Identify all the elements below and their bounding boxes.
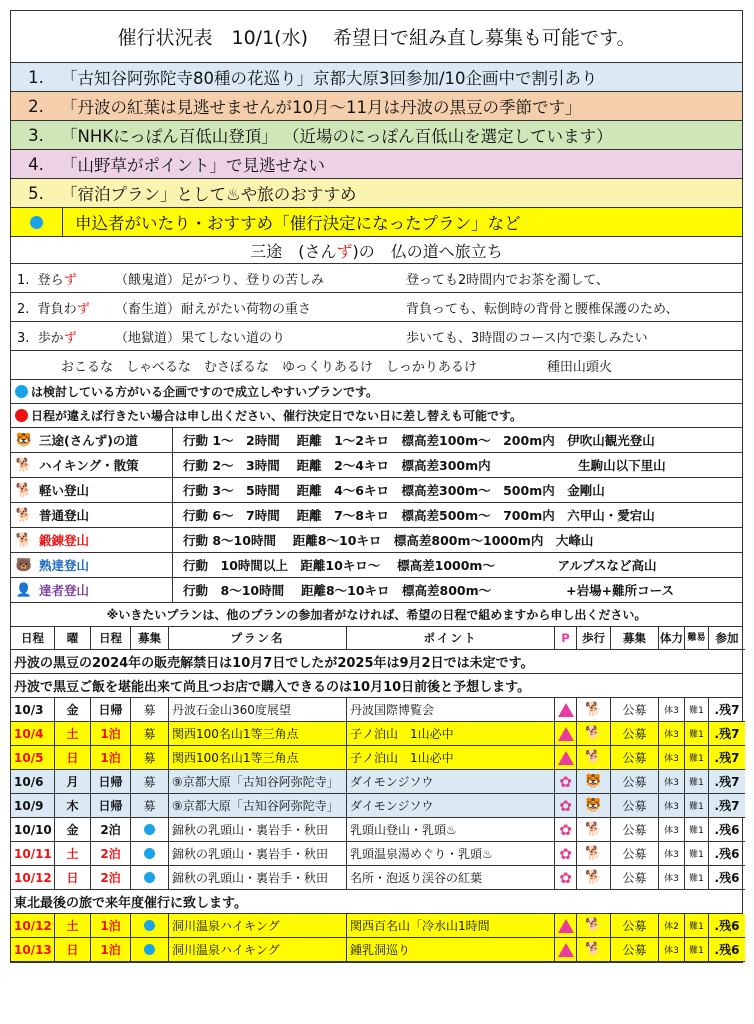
- walk-cell: [577, 842, 611, 866]
- flower-icon: ✿: [559, 868, 572, 887]
- remaining-cell: .残6: [709, 842, 745, 866]
- table-header: [11, 627, 742, 650]
- status-cell: 公募: [611, 938, 659, 962]
- dow-cell: 金: [55, 698, 91, 722]
- plan-name-cell: 丹波石金山360度展望: [169, 698, 347, 722]
- remaining-cell: .残7: [709, 770, 745, 794]
- status-cell: 公募: [611, 746, 659, 770]
- walk-cell: [577, 818, 611, 842]
- date-cell: 10/6: [11, 770, 55, 794]
- recruit-cell: [131, 842, 169, 866]
- dog-icon: 🐕: [585, 846, 602, 861]
- status-cell: 公募: [611, 794, 659, 818]
- blue-dot-icon: [144, 848, 155, 859]
- dow-cell: 月: [55, 770, 91, 794]
- difficulty-cell: 難1: [685, 938, 709, 962]
- status-cell: 公募: [611, 914, 659, 938]
- category-text: 「古知谷阿弥陀寺80種の花巡り」京都大原3回参加/10企画中で割引あり: [61, 69, 598, 88]
- p-mark-cell: [555, 938, 577, 962]
- recruit-cell: [131, 818, 169, 842]
- category-num: 1.: [28, 67, 44, 87]
- category-4: [11, 150, 742, 179]
- dow-cell: 木: [55, 794, 91, 818]
- level-row: 👤 達者登山 行動 8～10時間 距離8～10キロ 標高差800m～ +岩場+難所コース: [11, 578, 742, 603]
- schedule-sheet: [10, 10, 743, 963]
- notice-kuromame-2: 丹波で黒豆ご飯を堪能出来て尚且つお店で購入できるのは10月10日前後と予想します。: [11, 674, 742, 698]
- plan-name-cell: 洞川温泉ハイキング: [169, 914, 347, 938]
- plan-name-cell: 関西100名山1等三角点: [169, 746, 347, 770]
- point-cell: 関西百名山「冷水山1時間: [347, 914, 555, 938]
- length-cell: 日帰: [91, 794, 131, 818]
- column-header-stamina: 体力: [659, 627, 685, 650]
- dog-icon: 🐕: [585, 750, 602, 765]
- point-cell: 乳頭山登山・乳頭♨: [347, 818, 555, 842]
- tiger-icon: 🐯: [585, 774, 602, 789]
- point-cell: 子ノ泊山 1山必中: [347, 722, 555, 746]
- recruit-cell: 募: [131, 746, 169, 770]
- category-recommended: [11, 208, 742, 237]
- tiger-icon: 🐯: [15, 432, 33, 448]
- difficulty-cell: 難1: [685, 698, 709, 722]
- category-text: 申込者がいたり・おすすめ「催行決定になったプラン」など: [75, 214, 521, 233]
- date-cell: 10/5: [11, 746, 55, 770]
- plan-name-cell: 関西100名山1等三角点: [169, 722, 347, 746]
- way-row: 2. 背負わず （畜生道） 耐えがたい荷物の重さ 背負っても、転倒時の背骨と腰椎保護のため、: [11, 293, 742, 322]
- plan-name-cell: 洞川温泉ハイキング: [169, 938, 347, 962]
- notice-tohoku: 東北最後の旅で来年度催行に致します。: [11, 890, 742, 914]
- status-cell: 公募: [611, 866, 659, 890]
- dow-cell: 日: [55, 746, 91, 770]
- way-row: 3. 歩かず （地獄道） 果てしない道のり 歩いても、3時間のコース内で楽しみたい: [11, 322, 742, 351]
- blue-dot-icon: [144, 920, 155, 931]
- date-cell: 10/12: [11, 914, 55, 938]
- point-cell: ダイモンジソウ: [347, 794, 555, 818]
- dow-cell: 土: [55, 842, 91, 866]
- dog-icon: 🐕: [585, 918, 602, 933]
- date-cell: 10/10: [11, 818, 55, 842]
- level-row: 🐕 ハイキング・散策 行動 2～ 3時間 距離 2～4キロ 標高差300m内 生駒山以下里山: [11, 453, 742, 478]
- column-header-len: 日程: [91, 627, 131, 650]
- walk-cell: [577, 722, 611, 746]
- date-cell: 10/3: [11, 698, 55, 722]
- point-cell: 鍾乳洞巡り: [347, 938, 555, 962]
- stamina-cell: 体3: [659, 866, 685, 890]
- dow-cell: 土: [55, 722, 91, 746]
- recruit-cell: 募: [131, 698, 169, 722]
- category-text: 「山野草がポイント」で見逃せない: [61, 156, 325, 175]
- point-cell: 子ノ泊山 1山必中: [347, 746, 555, 770]
- plan-name-cell: 錦秋の乳頭山・裏岩手・秋田: [169, 818, 347, 842]
- recruit-cell: [131, 866, 169, 890]
- walk-cell: [577, 866, 611, 890]
- point-cell: 名所・泡返り渓谷の紅葉: [347, 866, 555, 890]
- remaining-cell: .残6: [709, 866, 745, 890]
- date-cell: 10/13: [11, 938, 55, 962]
- recruit-cell: 募: [131, 794, 169, 818]
- category-num: 2.: [28, 96, 44, 116]
- dog-icon: 🐕: [15, 507, 33, 523]
- blue-dot-icon: [30, 216, 43, 229]
- p-mark-cell: [555, 818, 577, 842]
- flower-icon: ✿: [559, 844, 572, 863]
- page-title: 催行状況表 10/1(水) 希望日で組み直し募集も可能です。: [11, 11, 742, 63]
- poem: おこるな しゃべるな むさぼるな ゆっくりあるけ しっかりあるけ 種田山頭火: [11, 351, 742, 380]
- p-mark-cell: [555, 914, 577, 938]
- stamina-cell: 体3: [659, 722, 685, 746]
- column-header-date: 日程: [11, 627, 55, 650]
- walk-cell: [577, 914, 611, 938]
- category-num: 4.: [28, 154, 44, 174]
- difficulty-cell: 難1: [685, 722, 709, 746]
- remaining-cell: .残6: [709, 818, 745, 842]
- level-row: 🐻 熟達登山 行動 10時間以上 距離10キロ～ 標高差1000m～ アルプスなど高山: [11, 553, 742, 578]
- plan-name-cell: 錦秋の乳頭山・裏岩手・秋田: [169, 842, 347, 866]
- walk-cell: [577, 746, 611, 770]
- date-cell: 10/11: [11, 842, 55, 866]
- blue-dot-icon: [144, 824, 155, 835]
- recruit-cell: 募: [131, 770, 169, 794]
- column-header-status: 募集: [611, 627, 659, 650]
- way-row: 1. 登らず （餓鬼道） 足がつり、登りの苦しみ 登っても2時間内でお茶を濁して、: [11, 264, 742, 293]
- difficulty-cell: 難1: [685, 914, 709, 938]
- plan-name-cell: 錦秋の乳頭山・裏岩手・秋田: [169, 866, 347, 890]
- flower-icon: ✿: [559, 772, 572, 791]
- category-1: [11, 63, 742, 92]
- status-cell: 公募: [611, 698, 659, 722]
- p-mark-cell: [555, 794, 577, 818]
- mountain-icon: [558, 943, 574, 957]
- recruit-cell: 募: [131, 722, 169, 746]
- plan-name-cell: ⑨京都大原「古知谷阿弥陀寺」: [169, 794, 347, 818]
- note-red: 日程が違えば行きたい場合は申し出ください、催行決定日でない日に差し替えも可能です。: [11, 404, 742, 428]
- point-cell: 乳頭温泉湯めぐり・乳頭♨: [347, 842, 555, 866]
- category-num: 5.: [28, 183, 44, 203]
- remaining-cell: .残7: [709, 698, 745, 722]
- person-icon: 👤: [15, 582, 33, 598]
- walk-cell: [577, 770, 611, 794]
- category-text: 「丹波の紅葉は見逃せませんが10月～11月は丹波の黒豆の季節です」: [61, 98, 582, 117]
- point-cell: ダイモンジソウ: [347, 770, 555, 794]
- stamina-cell: 体3: [659, 770, 685, 794]
- date-cell: 10/12: [11, 866, 55, 890]
- mountain-icon: [558, 703, 574, 717]
- dog-icon: 🐕: [15, 457, 33, 473]
- column-header-dow: 曜: [55, 627, 91, 650]
- p-mark-cell: [555, 866, 577, 890]
- level-row: 🐕 軽い登山 行動 3～ 5時間 距離 4～6キロ 標高差300m～ 500m内 金剛山: [11, 478, 742, 503]
- point-cell: 丹波国際博覧会: [347, 698, 555, 722]
- column-header-join: 参加: [709, 627, 745, 650]
- level-row: 🐕 鍛錬登山 行動 8～10時間 距離8～10キロ 標高差800m～1000m内 大峰山: [11, 528, 742, 553]
- difficulty-cell: 難1: [685, 794, 709, 818]
- status-cell: 公募: [611, 842, 659, 866]
- difficulty-cell: 難1: [685, 746, 709, 770]
- stamina-cell: 体3: [659, 842, 685, 866]
- walk-cell: [577, 794, 611, 818]
- p-mark-cell: [555, 698, 577, 722]
- stamina-cell: 体3: [659, 746, 685, 770]
- mountain-icon: [558, 727, 574, 741]
- dog-icon: 🐕: [15, 482, 33, 498]
- difficulty-cell: 難1: [685, 866, 709, 890]
- stamina-cell: 体3: [659, 818, 685, 842]
- length-cell: 1泊: [91, 722, 131, 746]
- stamina-cell: 体3: [659, 794, 685, 818]
- flower-icon: ✿: [559, 796, 572, 815]
- remaining-cell: .残7: [709, 746, 745, 770]
- date-cell: 10/9: [11, 794, 55, 818]
- length-cell: 日帰: [91, 770, 131, 794]
- dog-icon: 🐕: [585, 870, 602, 885]
- tiger-icon: 🐯: [585, 798, 602, 813]
- schedule-table: [11, 914, 742, 962]
- level-row: 🐕 普通登山 行動 6～ 7時間 距離 7～8キロ 標高差500m～ 700m内 六甲山・愛宕山: [11, 503, 742, 528]
- plan-name-cell: ⑨京都大原「古知谷阿弥陀寺」: [169, 770, 347, 794]
- length-cell: 2泊: [91, 842, 131, 866]
- red-dot-icon: [15, 409, 28, 422]
- p-mark-cell: [555, 842, 577, 866]
- difficulty-cell: 難1: [685, 842, 709, 866]
- blue-dot-icon: [144, 872, 155, 883]
- remaining-cell: .残7: [709, 722, 745, 746]
- status-cell: 公募: [611, 818, 659, 842]
- date-cell: 10/4: [11, 722, 55, 746]
- walk-cell: [577, 698, 611, 722]
- length-cell: 1泊: [91, 914, 131, 938]
- note-blue: は検討している方がいる企画ですので成立しやすいプランです。: [11, 380, 742, 404]
- mountain-icon: [558, 751, 574, 765]
- blue-dot-icon: [15, 385, 28, 398]
- mountain-icon: [558, 919, 574, 933]
- stamina-cell: 体2: [659, 914, 685, 938]
- length-cell: 1泊: [91, 746, 131, 770]
- category-num: 3.: [28, 125, 44, 145]
- level-row: 🐯 三途(さんず)の道 行動 1～ 2時間 距離 1～2キロ 標高差100m～ 200m内 伊吹山観光登山: [11, 428, 742, 453]
- column-header-difficulty: 難易: [685, 627, 709, 650]
- category-3: [11, 121, 742, 150]
- sanzu-title: 三途 (さん ず )の 仏の道へ旅立ち: [11, 237, 742, 264]
- recruit-cell: [131, 914, 169, 938]
- column-header-recruit: 募集: [131, 627, 169, 650]
- column-header-point: ポイント: [347, 627, 555, 650]
- p-mark-cell: [555, 722, 577, 746]
- dog-icon: 🐕: [15, 532, 33, 548]
- dow-cell: 土: [55, 914, 91, 938]
- difficulty-cell: 難1: [685, 818, 709, 842]
- flower-icon: ✿: [559, 820, 572, 839]
- schedule-table: [11, 698, 742, 890]
- remaining-cell: .残6: [709, 938, 745, 962]
- notice-kuromame-1: 丹波の黒豆の2024年の販売解禁日は10月7日でしたが2025年は9月2日では未定です。: [11, 650, 742, 674]
- blue-dot-icon: [144, 944, 155, 955]
- length-cell: 2泊: [91, 866, 131, 890]
- remaining-cell: .残6: [709, 914, 745, 938]
- stamina-cell: 体3: [659, 698, 685, 722]
- bear-icon: 🐻: [15, 557, 33, 573]
- dow-cell: 日: [55, 938, 91, 962]
- length-cell: 日帰: [91, 698, 131, 722]
- recruit-cell: [131, 938, 169, 962]
- status-cell: 公募: [611, 770, 659, 794]
- column-header-plan: プラン名: [169, 627, 347, 650]
- stamina-cell: 体3: [659, 938, 685, 962]
- column-header-walk: 歩行: [577, 627, 611, 650]
- status-cell: 公募: [611, 722, 659, 746]
- walk-cell: [577, 938, 611, 962]
- p-mark-cell: [555, 746, 577, 770]
- category-5: [11, 179, 742, 208]
- dow-cell: 金: [55, 818, 91, 842]
- request-note: ※いきたいプランは、他のプランの参加者がなければ、希望の日程で組めますから申し出ください。: [11, 603, 742, 627]
- dog-icon: 🐕: [585, 822, 602, 837]
- column-header-p-mark: P: [555, 627, 577, 650]
- category-2: [11, 92, 742, 121]
- dow-cell: 日: [55, 866, 91, 890]
- dog-icon: 🐕: [585, 942, 602, 957]
- dog-icon: 🐕: [585, 726, 602, 741]
- category-text: 「NHKにっぽん百低山登頂」 （近場のにっぽん百低山を選定しています）: [61, 127, 613, 146]
- dog-icon: 🐕: [585, 702, 602, 717]
- remaining-cell: .残7: [709, 794, 745, 818]
- length-cell: 1泊: [91, 938, 131, 962]
- difficulty-cell: 難1: [685, 770, 709, 794]
- length-cell: 2泊: [91, 818, 131, 842]
- category-text: 「宿泊プラン」として♨や旅のおすすめ: [61, 185, 357, 204]
- p-mark-cell: [555, 770, 577, 794]
